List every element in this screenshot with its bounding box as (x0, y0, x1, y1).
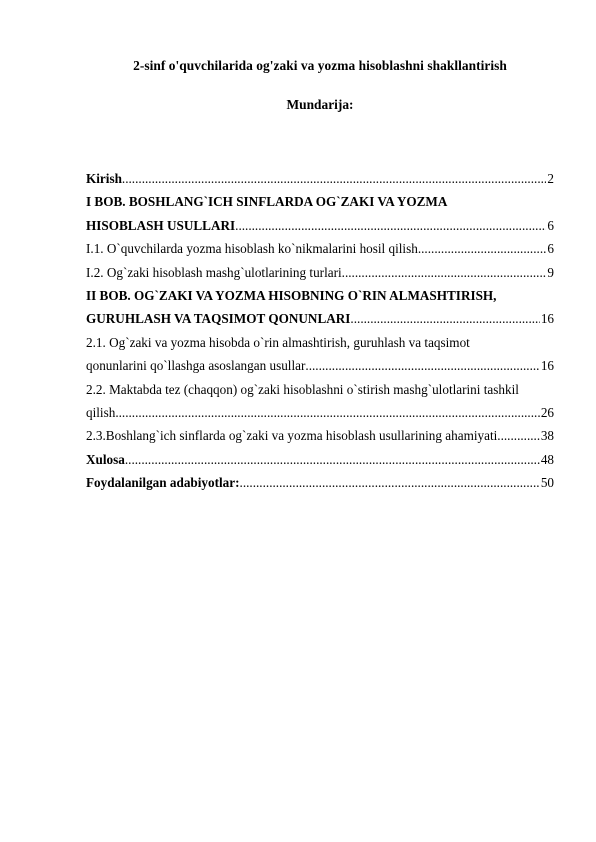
toc-entry-label: qilish (86, 404, 116, 420)
toc-entry-chapter-1-line-2[interactable] (86, 214, 554, 237)
toc-entry-section-1-2[interactable] (86, 261, 554, 284)
toc-entry-label: Kirish (86, 171, 122, 186)
toc-entry-section-2-2-line-1[interactable] (86, 378, 554, 401)
toc-entry-label: I BOB. BOSHLANG`ICH SINFLARDA OG`ZAKI VA YOZMA (86, 194, 448, 210)
toc-entry-references[interactable] (86, 471, 554, 494)
toc-entry-page: 16 (540, 358, 554, 374)
toc-entry-section-2-2-line-2[interactable] (86, 401, 554, 424)
dot-leader (305, 354, 539, 377)
toc-entry-label: GURUHLASH VA TAQSIMOT QONUNLARI (86, 311, 351, 327)
toc-entry-label: HISOBLASH USULLARI (86, 217, 236, 233)
dot-leader (350, 307, 539, 330)
toc-entry-chapter-2-line-2[interactable] (86, 307, 554, 330)
toc-entry-label: I.1. O`quvchilarda yozma hisoblash ko`nikmalarini hosil qilish. (86, 241, 422, 257)
toc-entry-page: 16 (540, 311, 554, 327)
dot-leader (125, 448, 540, 471)
toc-entry-section-2-3[interactable] (86, 424, 554, 447)
dot-leader (115, 401, 540, 424)
toc-entry-page: 2 (547, 171, 554, 186)
toc-heading: Mundarija: (286, 97, 354, 112)
toc-entry-xulosa[interactable] (86, 448, 554, 471)
toc-entry-chapter-1-line-1[interactable] (86, 190, 554, 213)
dot-leader (497, 424, 540, 447)
toc-entry-page: 48 (540, 451, 554, 467)
toc-entry-label: Xulosa (86, 451, 125, 467)
toc-entry-label: II BOB. OG`ZAKI VA YOZMA HISOBNING O`RIN ALMASHTIRISH, (86, 287, 497, 303)
toc-entry-page: 6 (547, 241, 554, 257)
toc-entry-page: 6 (547, 217, 554, 233)
dot-leader (235, 214, 546, 237)
toc-entry-label: I.2. Og`zaki hisoblash mashg`ulotlarining turlari. (86, 264, 345, 280)
toc-entry-page: 26 (540, 404, 554, 420)
toc-entry-label: qonunlarini qo`llashga asoslangan usullar (86, 358, 306, 374)
table-of-contents (86, 167, 554, 494)
dot-leader (122, 167, 547, 190)
dot-leader (345, 261, 546, 284)
toc-entry-label: 2.1. Og`zaki va yozma hisobda o`rin almashtirish, guruhlash va taqsimot (86, 334, 470, 350)
toc-entry-section-2-1-line-2[interactable] (86, 354, 554, 377)
toc-entry-label: 2.2. Maktabda tez (chaqqon) og`zaki hisoblashni o`stirish mashg`ulotlarini tashkil (86, 381, 519, 397)
dot-leader (240, 471, 540, 494)
document-title: 2-sinf o'quvchilarida og'zaki va yozma hisoblashni shakllantirish (133, 58, 507, 73)
toc-entry-page: 50 (540, 475, 554, 491)
toc-entry-label: Foydalanilgan adabiyotlar: (86, 475, 240, 491)
toc-entry-section-2-1-line-1[interactable] (86, 331, 554, 354)
toc-entry-page: 9 (547, 264, 554, 280)
toc-entry-label: 2.3.Boshlang`ich sinflarda og`zaki va yozma hisoblash usullarining ahamiyati (86, 428, 498, 444)
toc-entry-section-1-1[interactable] (86, 237, 554, 260)
toc-entry-kirish[interactable] (86, 167, 554, 190)
dot-leader (421, 237, 546, 260)
toc-entry-chapter-2-line-1[interactable] (86, 284, 554, 307)
toc-entry-page: 38 (540, 428, 554, 444)
